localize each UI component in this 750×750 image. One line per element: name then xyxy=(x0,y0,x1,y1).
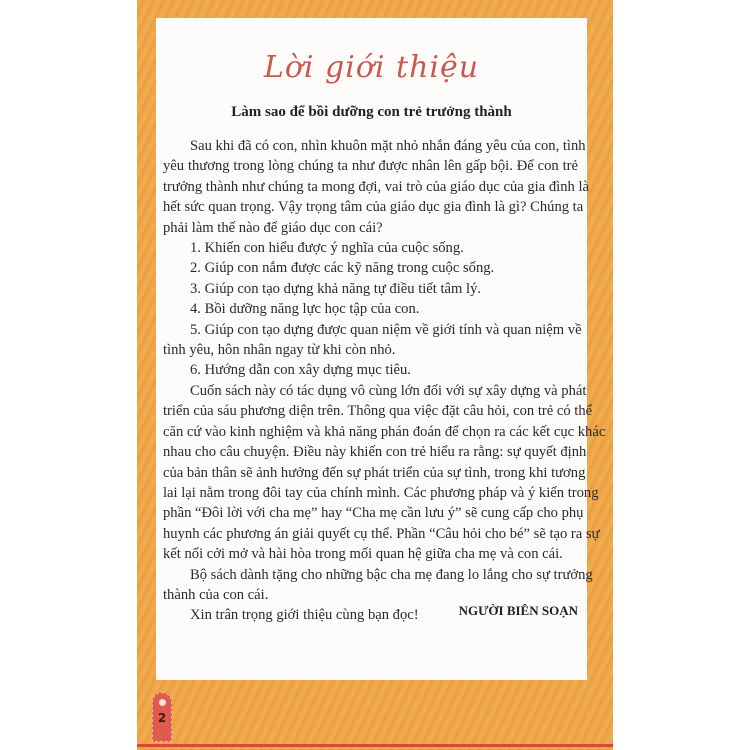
book-page xyxy=(137,0,613,750)
text-line: kết nối cởi mở và hài hòa trong mối quan hệ giữa cha mẹ và con cái. xyxy=(163,546,563,563)
text-line: triển của sáu phương diện trên. Thông qua việc đặt câu hỏi, con trẻ có thể xyxy=(163,403,593,420)
text-line: yêu thương trong lòng chúng ta như được nhân lên gấp bội. Để con trẻ xyxy=(163,158,578,175)
text-line: Bộ sách dành tặng cho những bậc cha mẹ đang lo lắng cho sự trưởng xyxy=(190,566,593,583)
text-line: phần “Đôi lời với cha mẹ” hay “Cha mẹ cần lưu ý” sẽ cung cấp cho phụ xyxy=(163,505,584,522)
text-line: Sau khi đã có con, nhìn khuôn mặt nhỏ nhắn đáng yêu của con, tình xyxy=(190,138,586,154)
text-line: của bản thân sẽ ảnh hưởng đến sự phát triển của sự tình, trong khi tương xyxy=(163,464,586,481)
text-line: huynh các phương án giải quyết cụ thể. Phần “Câu hỏi cho bé” sẽ tạo ra sự xyxy=(163,525,600,542)
text-line: lai lại nằm trong đôi tay của chính mình. Các phương pháp và ý kiến trong xyxy=(163,484,599,501)
page-number: 2 xyxy=(157,711,167,725)
text-line: phải làm thế nào để giáo dục con cái? xyxy=(163,219,383,236)
page-title: Lời giới thiệu xyxy=(263,50,480,85)
bottom-divider xyxy=(137,744,613,747)
text-panel xyxy=(156,18,606,680)
text-line: 5. Giúp con tạo dựng được quan niệm về giới tính và quan niệm về xyxy=(190,321,582,338)
text-line: Cuốn sách này có tác dụng vô cùng lớn đối với sự xây dựng và phát xyxy=(190,382,587,399)
text-line: căn cứ vào kinh nghiệm và khả năng phán đoán để chọn ra các kết cục khác xyxy=(163,423,606,440)
text-line: nhau cho câu chuyện. Điều này khiến con trẻ hiểu ra rằng: sự quyết định xyxy=(163,444,587,461)
text-line: Xin trân trọng giới thiệu cùng bạn đọc! xyxy=(190,607,419,624)
text-line: 1. Khiến con hiểu được ý nghĩa của cuộc sống. xyxy=(190,240,464,257)
section-heading: Làm sao để bồi dưỡng con trẻ trưởng thành xyxy=(231,104,512,120)
body-text xyxy=(163,136,606,626)
text-line: 4. Bồi dưỡng năng lực học tập của con. xyxy=(190,301,420,318)
tag-hole-icon xyxy=(159,699,166,706)
author-signature: NGƯỜI BIÊN SOẠN xyxy=(458,603,578,618)
text-line: hết sức quan trọng. Vậy trọng tâm của giáo dục gia đình là gì? Chúng ta xyxy=(163,199,584,216)
text-line: tình yêu, hôn nhân ngay từ khi còn nhỏ. xyxy=(163,342,396,359)
text-line: 3. Giúp con tạo dựng khả năng tự điều tiết tâm lý. xyxy=(190,280,482,297)
text-line: trưởng thành như chúng ta mong đợi, vai trò của giáo dục của gia đình là xyxy=(163,178,589,195)
text-line: 2. Giúp con nắm được các kỹ năng trong cuộc sống. xyxy=(190,260,495,277)
text-line: 6. Hướng dẫn con xây dựng mục tiêu. xyxy=(190,362,411,379)
page-number-tag xyxy=(152,692,172,742)
text-line: thành của con cái. xyxy=(163,586,269,603)
